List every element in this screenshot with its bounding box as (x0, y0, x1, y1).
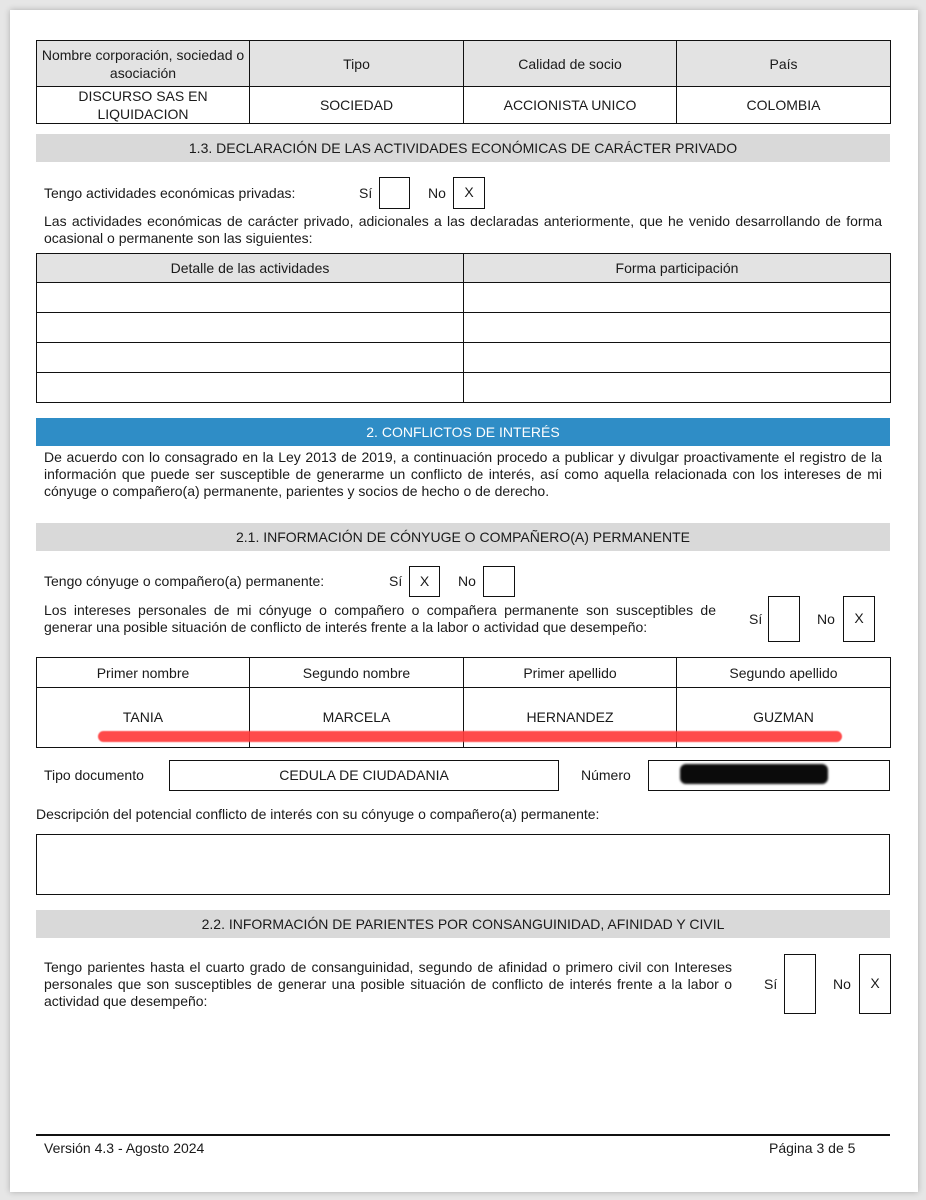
section-2-1-title: 2.1. INFORMACIÓN DE CÓNYUGE O COMPAÑERO(A) PERMANENTE (36, 523, 890, 551)
number-label: Número (581, 767, 631, 783)
partners-header-country: País (677, 41, 891, 87)
partners-header-type: Tipo (250, 41, 464, 87)
partners-cell-type: SOCIEDAD (250, 87, 464, 124)
footer-page-number: Página 3 de 5 (769, 1140, 856, 1156)
conflicts-intro-text: De acuerdo con lo consagrado en la Ley 2013 de 2019, a continuación procedo a publicar y divulgar proactivamente el registro de la información que puede ser susceptible de generarme un conflicto de interés, así como aquella relacionada con los intereses de mi cónyuge o compañero(a) permanente, parientes y socios de hecho o de derecho. (44, 449, 882, 499)
partners-cell-name: DISCURSO SAS EN LIQUIDACION (37, 87, 250, 124)
activities-cell[interactable] (464, 283, 891, 313)
partners-table (36, 40, 891, 124)
spouse-conflict-description-field[interactable] (36, 834, 890, 895)
footer-divider (36, 1134, 890, 1136)
relatives-si-checkbox[interactable] (784, 954, 816, 1014)
spouse-header-first-surname: Primer apellido (464, 658, 677, 688)
relatives-si-label: Sí (764, 976, 778, 992)
activities-header-detail: Detalle de las actividades (37, 254, 464, 283)
private-activities-intro: Las actividades económicas de carácter privado, adicionales a las declaradas anteriormente, que he venido desarrollando de forma ocasional o permanente son las siguientes: (44, 213, 882, 246)
spouse-question: Tengo cónyuge o compañero(a) permanente: (44, 573, 325, 589)
section-1-3-title: 1.3. DECLARACIÓN DE LAS ACTIVIDADES ECONÓMICAS DE CARÁCTER PRIVADO (36, 134, 890, 162)
partners-cell-quality: ACCIONISTA UNICO (464, 87, 677, 124)
spouse-second-surname: GUZMAN (677, 688, 891, 748)
partners-header-name: Nombre corporación, sociedad o asociación (37, 41, 250, 87)
spouse-si-label: Sí (389, 573, 403, 589)
activities-cell[interactable] (464, 343, 891, 373)
activities-header-participation: Forma participación (464, 254, 891, 283)
spouse-conflict-description-label: Descripción del potencial conflicto de interés con su cónyuge o compañero(a) permanente: (36, 806, 600, 822)
activities-table (36, 253, 891, 403)
relatives-no-label: No (833, 976, 851, 992)
private-activities-no-label: No (428, 185, 446, 201)
private-activities-no-checkbox[interactable]: X (453, 177, 485, 209)
redaction-mark (680, 764, 828, 784)
relatives-no-checkbox[interactable]: X (859, 954, 891, 1014)
spouse-second-name: MARCELA (250, 688, 464, 748)
spouse-interests-si-label: Sí (749, 611, 763, 627)
spouse-si-checkbox[interactable]: X (409, 566, 440, 597)
spouse-header-second-surname: Segundo apellido (677, 658, 891, 688)
doc-type-field[interactable]: CEDULA DE CIUDADANIA (169, 760, 559, 791)
spouse-no-checkbox[interactable] (483, 566, 515, 597)
section-2-title: 2. CONFLICTOS DE INTERÉS (36, 418, 890, 446)
activities-cell[interactable] (464, 313, 891, 343)
private-activities-question: Tengo actividades económicas privadas: (44, 185, 296, 201)
relatives-question: Tengo parientes hasta el cuarto grado de consanguinidad, segundo de afinidad o primero civil con Intereses personales que son susceptibles de generar una posible situación de conflicto de interés frente a la labor o actividad que desempeño: (44, 959, 732, 1009)
spouse-first-surname: HERNANDEZ (464, 688, 677, 748)
private-activities-si-label: Sí (359, 185, 373, 201)
partners-header-quality: Calidad de socio (464, 41, 677, 87)
spouse-interests-question: Los intereses personales de mi cónyuge o compañero o compañera permanente son susceptibles de generar una posible situación de conflicto de interés frente a la labor o actividad que desempeño: (44, 602, 716, 635)
activities-cell[interactable] (37, 283, 464, 313)
spouse-no-label: No (458, 573, 476, 589)
spouse-interests-si-checkbox[interactable] (768, 596, 800, 642)
activities-cell[interactable] (37, 373, 464, 403)
spouse-header-first-name: Primer nombre (37, 658, 250, 688)
activities-cell[interactable] (37, 313, 464, 343)
spouse-header-second-name: Segundo nombre (250, 658, 464, 688)
red-highlight-mark (98, 731, 842, 742)
footer-version: Versión 4.3 - Agosto 2024 (44, 1140, 205, 1156)
partners-cell-country: COLOMBIA (677, 87, 891, 124)
activities-cell[interactable] (464, 373, 891, 403)
doc-type-label: Tipo documento (44, 767, 144, 783)
activities-cell[interactable] (37, 343, 464, 373)
section-2-2-title: 2.2. INFORMACIÓN DE PARIENTES POR CONSANGUINIDAD, AFINIDAD Y CIVIL (36, 910, 890, 938)
private-activities-si-checkbox[interactable] (379, 177, 410, 209)
spouse-interests-no-checkbox[interactable]: X (843, 596, 875, 642)
spouse-first-name: TANIA (37, 688, 250, 748)
spouse-interests-no-label: No (817, 611, 835, 627)
